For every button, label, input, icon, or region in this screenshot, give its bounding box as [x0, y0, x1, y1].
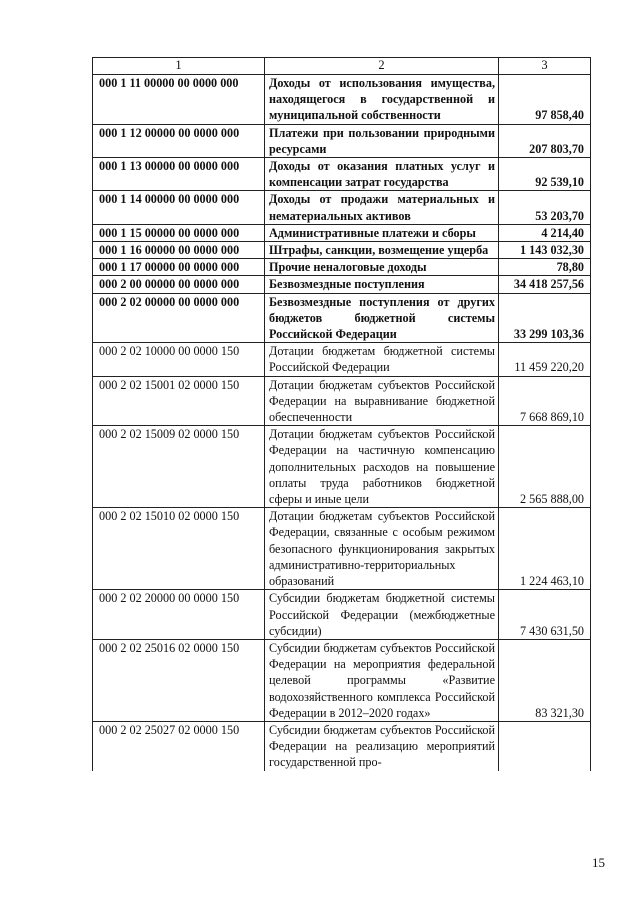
amount-cell: 7 430 631,50 [499, 590, 591, 640]
table-body [93, 75, 591, 771]
table-row [93, 276, 591, 293]
amount-cell: 97 858,40 [499, 75, 591, 125]
revenue-name-cell: Субсидии бюджетам субъектов Российской Федерации на реализацию мероприятий государственной про- [265, 721, 499, 770]
revenue-name-cell: Дотации бюджетам бюджетной системы Российской Федерации [265, 343, 499, 376]
table-row [93, 158, 591, 191]
table-row [93, 590, 591, 640]
table-header [93, 58, 591, 75]
budget-code-cell: 000 1 14 00000 00 0000 000 [93, 191, 265, 224]
table-row [93, 721, 591, 770]
revenue-name-cell: Субсидии бюджетам субъектов Российской Федерации на мероприятия федеральной целевой программы «Развитие водохозяйственного комплекса Российской Федерации в 2012–2020 годах» [265, 639, 499, 721]
table-row [93, 639, 591, 721]
table-row [93, 426, 591, 508]
table-row [93, 293, 591, 343]
amount-cell: 1 224 463,10 [499, 508, 591, 590]
table-row [93, 242, 591, 259]
table-row [93, 343, 591, 376]
column-header-2: 2 [265, 58, 499, 75]
document-page [92, 57, 590, 771]
table-row [93, 259, 591, 276]
table-row [93, 376, 591, 426]
amount-cell: 4 214,40 [499, 224, 591, 241]
amount-cell: 83 321,30 [499, 639, 591, 721]
table-row [93, 508, 591, 590]
amount-cell [499, 721, 591, 770]
table-row [93, 191, 591, 224]
revenue-table [92, 57, 591, 771]
budget-code-cell: 000 2 02 10000 00 0000 150 [93, 343, 265, 376]
revenue-name-cell: Штрафы, санкции, возмещение ущерба [265, 242, 499, 259]
amount-cell: 92 539,10 [499, 158, 591, 191]
revenue-name-cell: Доходы от продажи материальных и нематериальных активов [265, 191, 499, 224]
budget-code-cell: 000 2 02 25016 02 0000 150 [93, 639, 265, 721]
budget-code-cell: 000 2 02 15010 02 0000 150 [93, 508, 265, 590]
budget-code-cell: 000 2 02 00000 00 0000 000 [93, 293, 265, 343]
column-header-1: 1 [93, 58, 265, 75]
amount-cell: 1 143 032,30 [499, 242, 591, 259]
amount-cell: 33 299 103,36 [499, 293, 591, 343]
budget-code-cell: 000 1 12 00000 00 0000 000 [93, 124, 265, 157]
budget-code-cell: 000 1 11 00000 00 0000 000 [93, 75, 265, 125]
revenue-name-cell: Доходы от оказания платных услуг и компенсации затрат государства [265, 158, 499, 191]
budget-code-cell: 000 1 13 00000 00 0000 000 [93, 158, 265, 191]
budget-code-cell: 000 2 02 15009 02 0000 150 [93, 426, 265, 508]
table-row [93, 124, 591, 157]
budget-code-cell: 000 2 00 00000 00 0000 000 [93, 276, 265, 293]
revenue-name-cell: Административные платежи и сборы [265, 224, 499, 241]
column-header-3: 3 [499, 58, 591, 75]
revenue-name-cell: Безвозмездные поступления от других бюджетов бюджетной системы Российской Федерации [265, 293, 499, 343]
budget-code-cell: 000 1 17 00000 00 0000 000 [93, 259, 265, 276]
revenue-name-cell: Безвозмездные поступления [265, 276, 499, 293]
revenue-name-cell: Дотации бюджетам субъектов Российской Федерации на выравнивание бюджетной обеспеченности [265, 376, 499, 426]
table-row [93, 224, 591, 241]
budget-code-cell: 000 2 02 25027 02 0000 150 [93, 721, 265, 770]
budget-code-cell: 000 1 16 00000 00 0000 000 [93, 242, 265, 259]
budget-code-cell: 000 1 15 00000 00 0000 000 [93, 224, 265, 241]
revenue-name-cell: Платежи при пользовании природными ресурсами [265, 124, 499, 157]
budget-code-cell: 000 2 02 20000 00 0000 150 [93, 590, 265, 640]
revenue-name-cell: Доходы от использования имущества, находящегося в государственной и муниципальной собственности [265, 75, 499, 125]
amount-cell: 11 459 220,20 [499, 343, 591, 376]
table-row [93, 75, 591, 125]
amount-cell: 207 803,70 [499, 124, 591, 157]
revenue-name-cell: Дотации бюджетам субъектов Российской Федерации, связанные с особым режимом безопасного функционирования закрытых административно-территориальных образований [265, 508, 499, 590]
revenue-name-cell: Прочие неналоговые доходы [265, 259, 499, 276]
amount-cell: 34 418 257,56 [499, 276, 591, 293]
amount-cell: 7 668 869,10 [499, 376, 591, 426]
amount-cell: 53 203,70 [499, 191, 591, 224]
amount-cell: 78,80 [499, 259, 591, 276]
revenue-name-cell: Субсидии бюджетам бюджетной системы Российской Федерации (межбюджетные субсидии) [265, 590, 499, 640]
budget-code-cell: 000 2 02 15001 02 0000 150 [93, 376, 265, 426]
page-number: 15 [592, 855, 605, 870]
revenue-name-cell: Дотации бюджетам субъектов Российской Федерации на частичную компенсацию дополнительных расходов на повышение оплаты труда работников бюджетной сферы и иные цели [265, 426, 499, 508]
amount-cell: 2 565 888,00 [499, 426, 591, 508]
